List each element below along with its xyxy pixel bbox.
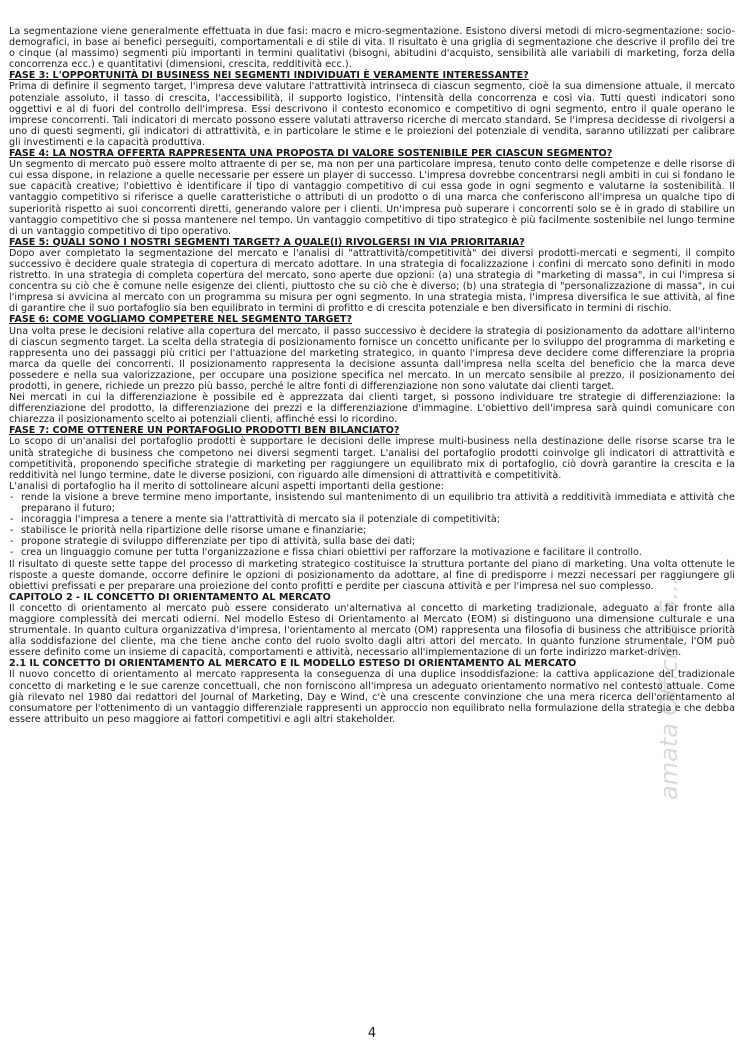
heading-fase-4: FASE 4: LA NOSTRA OFFERTA RAPPRESENTA UNA PROPOSTA DI VALORE SOSTENIBILE PER CIASCUN SEGMENTO? — [9, 148, 613, 160]
paragraph-orientamento: Il concetto di orientamento al mercato può essere considerato un'alternativa al concetto di marketing tradizionale, adeguato a far fronte alla maggiore complessità dei mercati odierni. Nel modello Esteso di Orientamento al Mercato (EOM) si distinguono una dimensione culturale e una strumentale. In quanto cultura organizzativa d'impresa, l'orientamento al mercato (OM) rappresenta una filosofia di business che attribuisce priorità alla soddisfazione del cliente, ma che tiene anche conto del ruolo svolto dagli altri attori del mercato. In quanto funzione strumentale, l'OM può essere definito come un insieme di capacità, comportamenti e attività, necessario all'implementazione di un forte indirizzo market-driven. — [9, 602, 735, 659]
heading-fase-7: FASE 7: COME OTTENERE UN PORTAFOGLIO PRODOTTI BEN BILANCIATO? — [9, 425, 400, 437]
paragraph-portafoglio: Lo scopo di un'analisi del portafoglio prodotti è supportare le decisioni delle imprese multi-business nella destinazione delle risorse scarse tra le unità strategiche di business che competono nei diversi segmenti target. L'analisi del portafoglio prodotti coinvolge gli indicatori di attrattività e competitività, proponendo specifiche strategie di marketing per raggiungere un equilibrato mix di portafoglio, ciò dovrà garantire la crescita e la redditività nel lungo termine, date le diverse posizioni, con riguardo alle dimensioni di attrattività e competitività. — [9, 436, 735, 481]
list-item: - stabilisce le priorità nella ripartizione delle risorse umane e finanziarie; — [9, 525, 735, 536]
list-item: - rende la visione a breve termine meno importante, insistendo sul mantenimento di un equilibrio tra attività a redditività immediata e attività che preparano il futuro; — [9, 492, 735, 514]
page-number: 4 — [367, 1026, 377, 1041]
bullet-list — [9, 492, 735, 559]
heading-section-2-1: 2.1 IL CONCETTO DI ORIENTAMENTO AL MERCATO E IL MODELLO ESTESO DI ORIENTAMENTO AL MERCATO — [9, 658, 577, 670]
paragraph-differenziazione: Nei mercati in cui la differenziazione è possibile ed è apprezzata dai clienti target, si possono individuare tre strategie di differenziazione: la differenziazione del prodotto, la differenziazione dei prezzi e la differenziazione d'immagine. L'obiettivo dell'impresa sarà quindi comunicare con chiarezza il posizionamento scelto ai potenziali clienti, affinché essi lo ricordino. — [9, 392, 735, 426]
document-body — [9, 26, 735, 725]
list-item: - incoraggia l'impresa a tenere a mente sia l'attrattività di mercato sia il potenziale di competitività; — [9, 514, 735, 525]
paragraph-insoddisfazione: Il nuovo concetto di orientamento al mercato rappresenta la conseguenza di una duplice insoddisfazione: la cattiva applicazione del tradizionale concetto di marketing e le sue carenze concettuali, che non forniscono all'impresa un adeguato orientamento normativo nel contesto attuale. Come già rilevato nel 1980 dai redattori del Journal of Marketing, Day e Wind, c'è una crescente convinzione che una mera ricerca dell'orientamento al consumatore per l'ottenimento di un vantaggio differenziale rappresenti un approccio non equilibrato nella formulazione della strategia e che debba essere attribuito un peso maggiore ai fattori competitivi e agli altri stakeholder. — [9, 669, 735, 725]
paragraph-segmentazione: La segmentazione viene generalmente effettuata in due fasi: macro e micro-segmentazione. Esistono diversi metodi di micro-segmentazione: socio-demografici, in base ai benefici perseguiti, comportamentali e di stile di vita. Il risultato è una griglia di segmentazione che descrive il profilo dei tre o cinque (al massimo) segmenti più importanti in termini qualitativi (bisogni, abitudini d'acquisto, sensibilità alle variabili di marketing, forza della concorrenza ecc.) e quantitativi (dimensioni, crescita, redditività ecc.). — [9, 26, 735, 71]
heading-fase-3: FASE 3: L'OPPORTUNITÀ DI BUSINESS NEI SEGMENTI INDIVIDUATI È VERAMENTE INTERESSANTE? — [9, 70, 529, 82]
list-item: - propone strategie di sviluppo differenziate per tipo di attività, sulla base dei dati; — [9, 536, 735, 547]
watermark-text: amata Officina S... — [655, 577, 683, 800]
list-item: - crea un linguaggio comune per tutta l'organizzazione e fissa chiari obiettivi per rafforzare la motivazione e facilitare il controllo. — [9, 547, 735, 558]
paragraph-copertura-mercato: Dopo aver completato la segmentazione del mercato e l'analisi di "attrattività/competitività" dei diversi prodotti-mercati e segmenti, il compito successivo è decidere quale strategia di copertura di mercato adottare. In una strategia di focalizzazione i confini di mercato sono definiti in modo ristretto. In una strategia di completa copertura del mercato, sono aperte due opzioni: (a) una strategia di "marketing di massa", in cui l'impresa si concentra su ciò che è comune nelle esigenze dei clienti, piuttosto che su ciò che è diverso; (b) una strategia di "personalizzazione di massa", in cui l'impresa si avvicina al mercato con un programma su misura per ogni segmento. In una strategia mista, l'impresa diversifica le sue attività, al fine di garantire che il suo portafoglio sia ben equilibrato in termini di profitto e di crescita potenziale e ben diversificato in termini di rischio. — [9, 247, 735, 315]
paragraph-posizionamento: Una volta prese le decisioni relative alla copertura del mercato, il passo successivo è decidere la strategia di posizionamento da adottare all'interno di ciascun segmento target. La scelta della strategia di posizionamento fornisce un concetto unificante per lo sviluppo del programma di marketing e rappresenta uno dei passaggi più critici per l'attuazione del marketing strategico, in quanto l'impresa deve decidere come differenziare la propria marca da quelle dei concorrenti. Il posizionamento rappresenta la decisione assunta dall'impresa nella scelta del beneficio che la marca deve possedere e nella sua valorizzazione, per occupare una posizione specifica nel mercato. In un mercato sensibile al prezzo, il posizionamento dei prodotti, in genere, richiede un prezzo più basso, perché le altre fonti di differenziazione non sono valutate dai clienti target. — [9, 325, 735, 392]
heading-capitolo-2: CAPITOLO 2 - IL CONCETTO DI ORIENTAMENTO AL MERCATO — [9, 591, 331, 603]
paragraph-analisi-portafoglio: L'analisi di portafoglio ha il merito di sottolineare alcuni aspetti importanti della gestione: — [9, 480, 445, 492]
heading-fase-6: FASE 6: COME VOGLIAMO COMPETERE NEL SEGMENTO TARGET? — [9, 314, 353, 326]
paragraph-vantaggio-competitivo: Un segmento di mercato può essere molto attraente di per se, ma non per una particolare impresa, tenuto conto delle competenze e delle risorse di cui essa dispone, in relazione a quelle necessarie per essere un player di successo. L'impresa dovrebbe concentrarsi negli ambiti in cui si fondano le sue capacità creative; l'obiettivo è identificare il tipo di vantaggio competitivo di cui essa gode in ogni segmento e valutarne la sostenibilità. Il vantaggio competitivo si riferisce a quelle caratteristiche o attributi di un prodotto o di una marca che conferiscono all'impresa un qualche tipo di superiorità rispetto ai suoi concorrenti diretti, generando valore per i clienti. Un'impresa può superare i concorrenti solo se è in grado di stabilire un vantaggio competitivo che si possa mantenere nel tempo. Un vantaggio competitivo di tipo strategico è più facilmente sostenibile nel lungo termine di un vantaggio competitivo di tipo operativo. — [9, 159, 735, 237]
paragraph-attrattivita: Prima di definire il segmento target, l'impresa deve valutare l'attrattività intrinseca di ciascun segmento, cioè la sua dimensione attuale, il mercato potenziale assoluto, il tasso di crescita, l'accessibilità, il supporto logistico, l'intensità della concorrenza e così via. Tutti questi indicatori sono oggettivi e al di fuori del controllo dell'impresa. Essi descrivono il contesto economico e competitivo di ogni segmento, entro il quale operano le imprese concorrenti. Tali indicatori di mercato possono essere valutati attraverso ricerche di mercato standard. Se l'impresa decidesse di rivolgersi a uno di questi segmenti, gli indicatori di attrattività, e in particolare le stime e le proiezioni del potenziale di vendita, saranno utilizzati per calibrare gli investimenti e la capacità produttiva. — [9, 81, 735, 148]
heading-fase-5: FASE 5: QUALI SONO I NOSTRI SEGMENTI TARGET? A QUALE(I) RIVOLGERSI IN VIA PRIORITARIA? — [9, 236, 525, 248]
paragraph-risultato: Il risultato di queste sette tappe del processo di marketing strategico costituisce la struttura portante del piano di marketing. Una volta ottenute le risposte a queste domande, occorre definire le opzioni di posizionamento da adottare, al fine di predisporre i mezzi necessari per raggiungere gli obiettivi prefissati e per preparare una proiezione del conto profitti e perdite per ciascuna attività e per l'impresa nel suo complesso. — [9, 558, 735, 592]
